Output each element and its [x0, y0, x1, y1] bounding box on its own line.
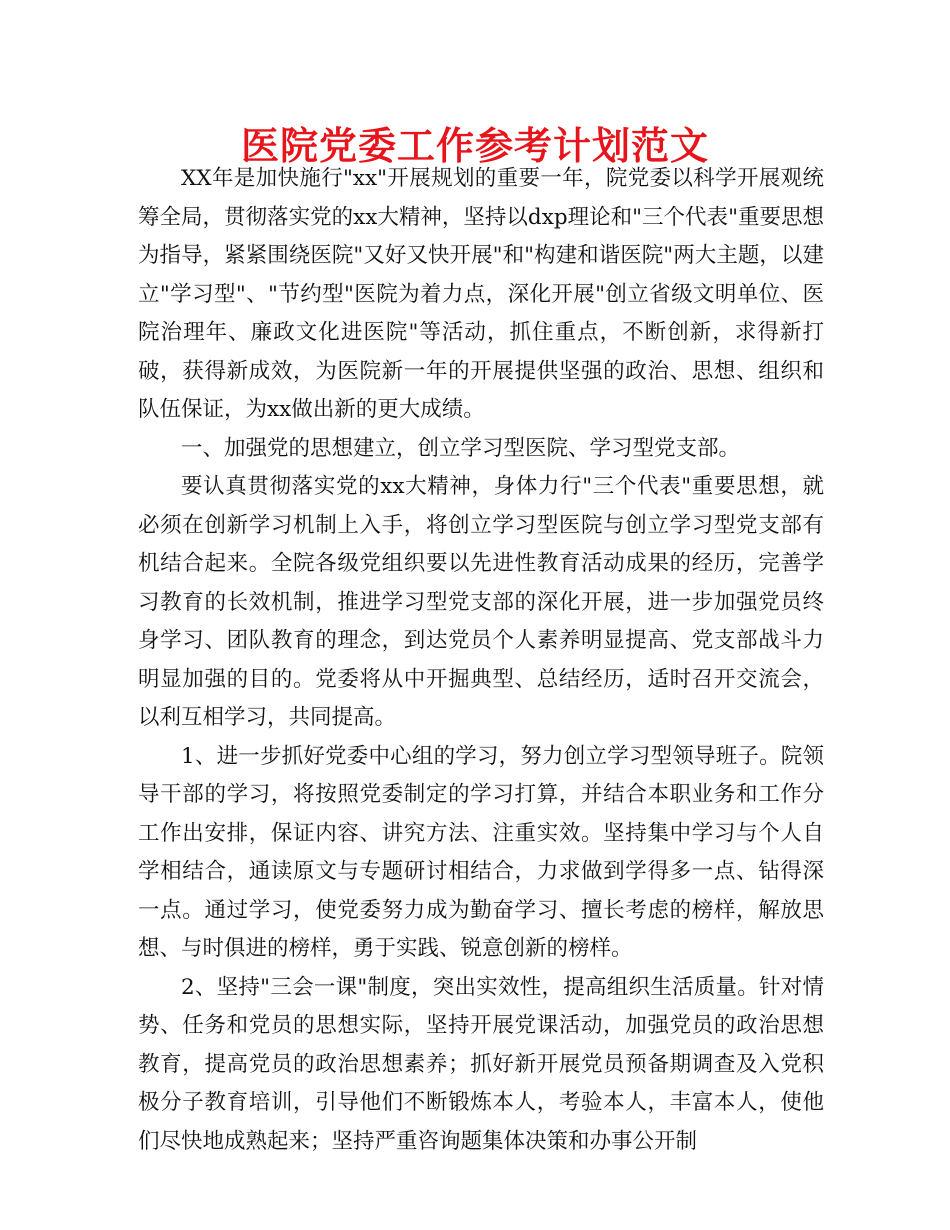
list-item-1: 1、进一步抓好党委中心组的学习，努力创立学习型领导班子。院领导干部的学习，将按照党委制定的学习打算，并结合本职业务和工作分工作出安排，保证内容、讲究方法、注重实效。坚持集中学习与个人自学相结合，通读原文与专题研讨相结合，力求做到学得多一点、钻得深一点。通过学习，使党委努力成为勤奋学习、擅长考虑的榜样，解放思想、与时俱进的榜样，勇于实践、锐意创新的榜样。: [138, 743, 824, 961]
paragraph-section-1: 要认真贯彻落实党的xx大精神，身体力行"三个代表"重要思想，就必须在创新学习机制上入手，将创立学习型医院与创立学习型党支部有机结合起来。全院各级党组织要以先进性教育活动成果的经历，完善学习教育的长效机制，推进学习型党支部的深化开展，进一步加强党员终身学习、团队教育的理念，到达党员个人素养明显提高、党支部战斗力明显加强的目的。党委将从中开掘典型、总结经历，适时召开交流会，以利互相学习，共同提高。: [138, 474, 824, 730]
list-item-2: 2、坚持"三会一课"制度，突出实效性，提高组织生活质量。针对情势、任务和党员的思想实际，坚持开展党课活动，加强党员的政治思想教育，提高党员的政治思想素养；抓好新开展党员预备期调查及入党积极分子教育培训，引导他们不断锻炼本人，考验本人，丰富本人，使他们尽快地成熟起来；坚持严重咨询题集体决策和办事公开制: [138, 974, 824, 1154]
document-title: 医院党委工作参考计划范文: [240, 123, 709, 168]
document-body: [138, 160, 824, 1161]
paragraph-intro: XX年是加快施行"xx"开展规划的重要一年，院党委以科学开展观统筹全局，贯彻落实党的xx大精神，坚持以dxp理论和"三个代表"重要思想为指导，紧紧围绕医院"又好又快开展"和"构建和谐医院"两大主题，以建立"学习型"、"节约型"医院为着力点，深化开展"创立省级文明单位、医院治理年、廉政文化进医院"等活动，抓住重点，不断创新，求得新打破，获得新成效，为医院新一年的开展提供坚强的政治、思想、组织和队伍保证，为xx做出新的更大成绩。: [138, 166, 824, 422]
section-heading-1: 一、加强党的思想建立，创立学习型医院、学习型党支部。: [181, 435, 741, 461]
